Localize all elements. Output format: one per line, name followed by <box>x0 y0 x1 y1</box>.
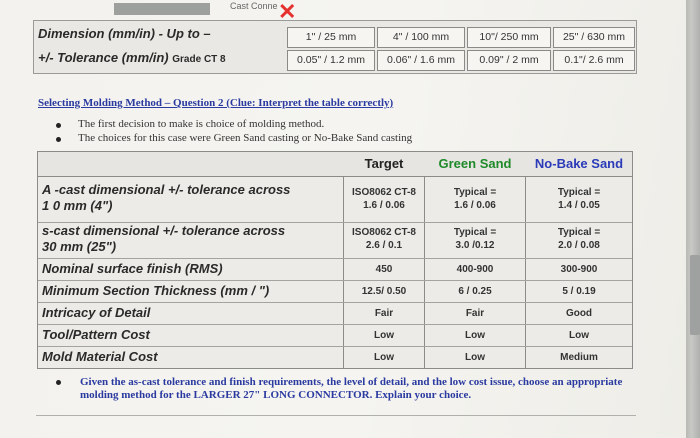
page-edge <box>686 0 700 438</box>
target-cell: Low <box>374 352 394 363</box>
green-cell: Typical = <box>453 227 497 238</box>
header-stamp <box>114 3 210 15</box>
table-row <box>38 176 632 223</box>
bullet-dot <box>56 123 61 128</box>
table-row <box>38 280 632 303</box>
comparison-table <box>37 151 633 369</box>
target-cell: 12.5/ 0.50 <box>361 286 407 297</box>
header-no-bake-sand: No-Bake Sand <box>534 156 624 171</box>
dimension-label: Dimension (mm/in) - Up to – <box>38 26 211 41</box>
question-bullet <box>60 376 640 402</box>
nobake-cell: Medium <box>560 352 598 363</box>
tol-cell-3: 0.09" / 2 mm <box>467 50 551 71</box>
dim-cell-3: 10"/ 250 mm <box>467 27 551 48</box>
target-cell: ISO8062 CT-8 <box>352 227 416 238</box>
tolerance-label-text: +/- Tolerance (mm/in) <box>38 50 169 65</box>
green-cell: 6 / 0.25 <box>458 286 492 297</box>
target-cell: Low <box>374 330 394 341</box>
bullet-1 <box>60 118 324 130</box>
header-target: Target <box>364 156 404 171</box>
target-cell-value: 1.6 / 0.06 <box>363 200 405 211</box>
tolerance-reference-table <box>33 0 637 74</box>
row-label: A -cast dimensional +/- tolerance across <box>42 182 291 197</box>
dim-cell-4: 25" / 630 mm <box>553 27 635 48</box>
question-text: Given the as-cast tolerance and finish requirements, the level of detail, and the low cost issue, choose an appropriate molding method for the LARGER 27" LONG CONNECTOR. Explain your choice. <box>80 376 623 401</box>
table-row <box>38 222 632 259</box>
row-label: Nominal surface finish (RMS) <box>42 261 223 276</box>
bullet-dot <box>56 137 61 142</box>
green-cell-value: 3.0 /0.12 <box>455 240 495 251</box>
header-stamp-text: Cast Conne <box>230 1 278 11</box>
row-label: Tool/Pattern Cost <box>42 327 150 342</box>
close-icon: ✕ <box>278 0 297 24</box>
row-label: Intricacy of Detail <box>42 305 151 320</box>
nobake-cell-value: 2.0 / 0.08 <box>558 240 600 251</box>
tol-cell-4: 0.1"/ 2.6 mm <box>553 50 635 71</box>
nobake-cell: 5 / 0.19 <box>562 286 596 297</box>
header-green-sand: Green Sand <box>438 156 512 171</box>
table-row <box>38 346 632 367</box>
nobake-cell: Typical = <box>557 187 601 198</box>
green-cell: Typical = <box>453 187 497 198</box>
row-label: s-cast dimensional +/- tolerance across <box>42 223 286 238</box>
scroll-tab <box>690 255 700 335</box>
nobake-cell: Good <box>565 308 593 319</box>
bullet-1-text: The first decision to make is choice of molding method. <box>78 118 325 130</box>
table-row <box>38 258 632 281</box>
target-cell: ISO8062 CT-8 <box>352 187 416 198</box>
green-cell-value: 1.6 / 0.06 <box>454 200 496 211</box>
section-title: Selecting Molding Method – Question 2 (Clue: Interpret the table correctly) <box>38 97 394 109</box>
tolerance-label <box>34 45 285 71</box>
target-cell: Fair <box>374 308 394 319</box>
row-label: Mold Material Cost <box>42 349 158 364</box>
target-cell: 450 <box>375 264 393 275</box>
target-cell-value: 2.6 / 0.1 <box>365 240 403 251</box>
bullet-dot <box>56 380 61 385</box>
row-label: Minimum Section Thickness (mm / ") <box>42 283 270 298</box>
green-cell: Low <box>465 352 485 363</box>
row-label-sub: 1 0 mm (4") <box>42 198 113 213</box>
bullet-2 <box>60 132 412 144</box>
dim-cell-1: 1" / 25 mm <box>287 27 375 48</box>
table-row <box>38 324 632 347</box>
tol-cell-2: 0.06" / 1.6 mm <box>377 50 465 71</box>
dim-cell-2: 4" / 100 mm <box>377 27 465 48</box>
green-cell: Low <box>465 330 485 341</box>
bullet-2-text: The choices for this case were Green Sand casting or No-Bake Sand casting <box>78 132 413 144</box>
row-label-sub: 30 mm (25") <box>42 239 117 254</box>
table-header-row <box>38 152 632 177</box>
divider-line <box>36 415 636 416</box>
grade-label: Grade CT 8 <box>172 54 226 65</box>
nobake-cell: 300-900 <box>560 264 598 275</box>
nobake-cell: Typical = <box>557 227 601 238</box>
nobake-cell-value: 1.4 / 0.05 <box>558 200 600 211</box>
green-cell: 400-900 <box>456 264 494 275</box>
tol-cell-1: 0.05" / 1.2 mm <box>287 50 375 71</box>
green-cell: Fair <box>465 308 485 319</box>
table-row <box>38 302 632 325</box>
nobake-cell: Low <box>569 330 589 341</box>
